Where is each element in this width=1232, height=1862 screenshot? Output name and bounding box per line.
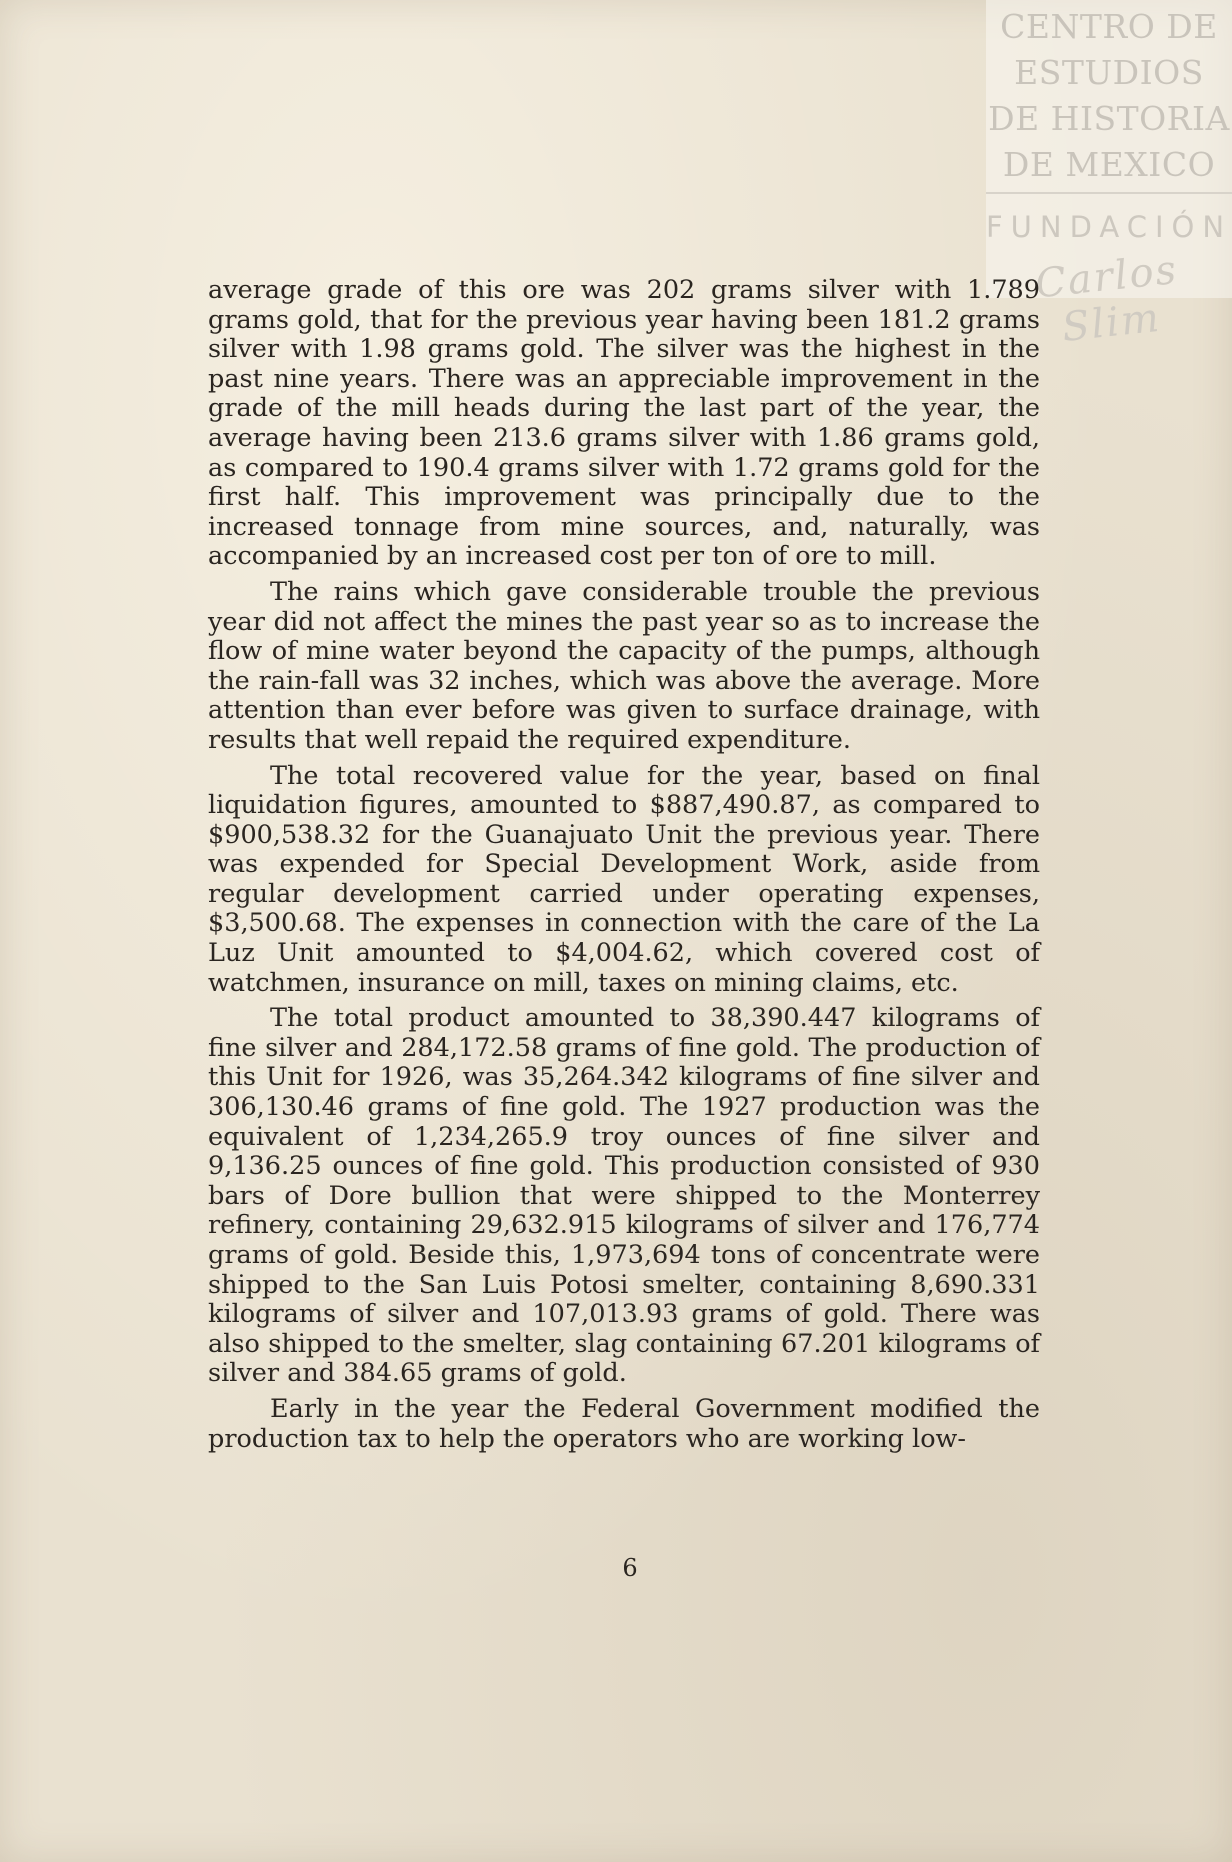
archive-watermark: [986, 0, 1232, 351]
paragraph: The rains which gave considerable trouble the previous year did not affect the mines the past year so as to increase the flow of mine water beyond the capacity of the pumps, although the rain-fall was 32 inches, which was above the average. More attention than ever before was given to surface drainage, with results that well repaid the required expenditure.: [208, 576, 1040, 755]
watermark-line: ESTUDIOS: [1014, 53, 1204, 92]
watermark-line: DE MEXICO: [1002, 145, 1216, 184]
watermark-fundacion: FUNDACIÓN: [986, 210, 1232, 244]
watermark-line: DE HISTORIA: [988, 99, 1230, 138]
paragraph: The total product amounted to 38,390.447 kilograms of fine silver and 284,172.58 grams of fine gold. The production of this Unit for 1926, was 35,264.342 kilograms of fine silver and 306,130.46 grams of fine gold. The 1927 production was the equivalent of 1,234,265.9 troy ounces of fine silver and 9,136.25 ounces of fine gold. This production consisted of 930 bars of Dore bullion that were shipped to the Monterrey refinery, containing 29,632.915 kilograms of silver and 176,774 grams of gold. Beside this, 1,973,694 tons of concentrate were shipped to the San Luis Potosi smelter, containing 8,690.331 kilograms of silver and 107,013.93 grams of gold. There was also shipped to the smelter, slag containing 67.201 kilograms of silver and 384.65 grams of gold.: [208, 1003, 1040, 1389]
page-number: 6: [622, 1554, 638, 1582]
paragraph: average grade of this ore was 202 grams silver with 1.789 grams gold, that for the previous year having been 181.2 grams silver with 1.98 grams gold. The silver was the highest in the past nine years. There was an appreciable improvement in the grade of the mill heads during the last part of the year, the average having been 213.6 grams silver with 1.86 grams gold, as compared to 190.4 grams silver with 1.72 grams gold for the first half. This improvement was principally due to the increased tonnage from mine sources, and, naturally, was accompanied by an increased cost per ton of ore to mill.: [208, 275, 1040, 572]
watermark-line: CENTRO DE: [1000, 7, 1218, 46]
watermark-signature: Carlos Slim: [1033, 246, 1181, 351]
paragraph: The total recovered value for the year, based on final liquidation figures, amounted to $887,490.87, as compared to $900,538.32 for the Guanajuato Unit the previous year. There was expended for Special Development Work, aside from regular development carried under operating expenses, $3,500.68. The expenses in connection with the care of the La Luz Unit amounted to $4,004.62, which covered cost of watchmen, insurance on mill, taxes on mining claims, etc.: [208, 760, 1040, 998]
watermark-divider: [986, 192, 1232, 194]
paragraph: Early in the year the Federal Government modified the production tax to help the operators who are working low-: [208, 1393, 1040, 1454]
body-text: [208, 276, 1040, 1454]
